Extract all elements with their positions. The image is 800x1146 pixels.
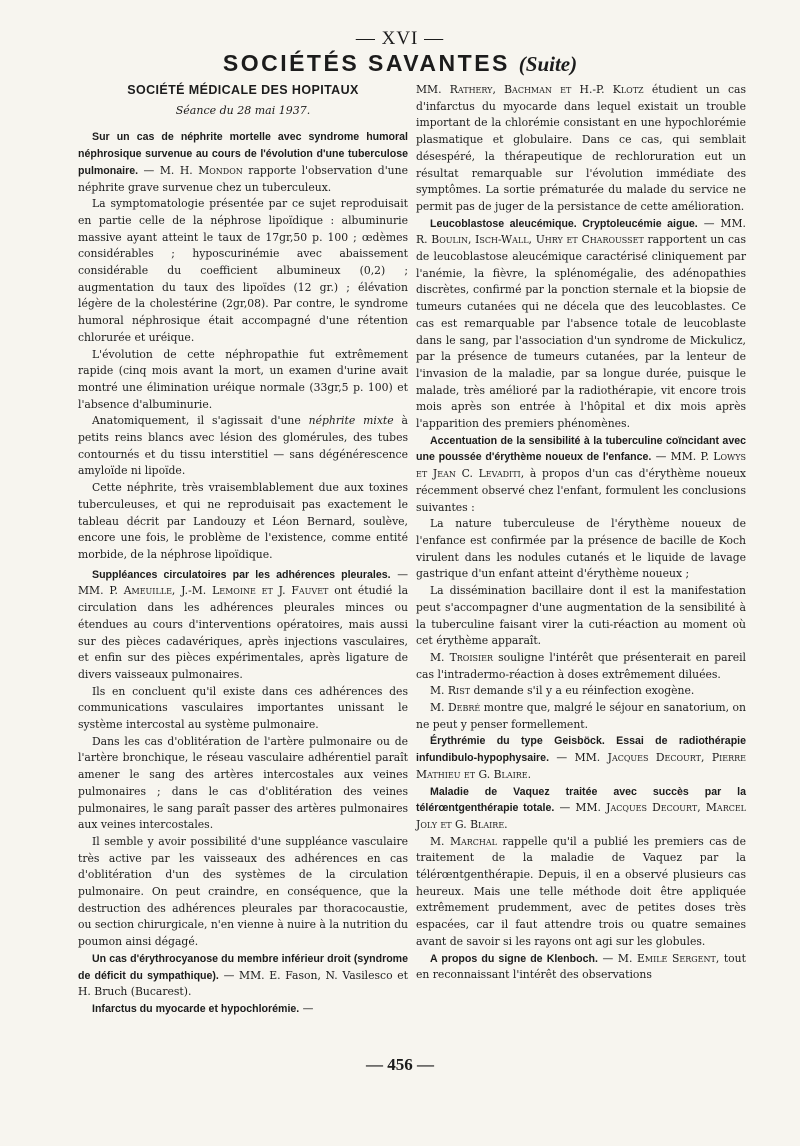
author: MM. Rathery, Bachman et H.-P. Klotz: [416, 83, 644, 96]
paragraph: M. Rist demande s'il y a eu réinfection exogène.: [430, 684, 695, 698]
title-main: SOCIÉTÉS SAVANTES: [222, 50, 510, 76]
paragraph: Anatomiquement, il s'agissait d'une néphrite mixte à petits reins blancs avec lésion des glomérules, des tubes contournés et du tissu interstitiel — sans dégénérescence amyloïde ni lipoïde.: [78, 414, 408, 478]
author: Lowys et Jean C. Levaditi: [416, 450, 746, 481]
author: Debré: [447, 701, 481, 715]
article-erythremie: Érythrémie du type Geisböck. Essai de radiothérapie infundibulo-hypophysaire. — MM. Jacques Decourt, Pierre Mathieu et G. Blaire.: [416, 735, 747, 781]
right-column: [416, 82, 746, 984]
article-title: Infarctus du myocarde et hypochlorémie.: [92, 1002, 300, 1015]
paragraph: Il semble y avoir possibilité d'une suppléance vasculaire très active par les vaisseaux des adhérences en cas d'oblitération d'un des systèmes de la circulation pulmonaire. On peut craindre, en conséquence, que la destruction des adhérences pleurales par thoracocaustie, ou section chirurgicale, n'en vienne à nuire à la nutrition du poumon ainsi dégagé.: [78, 834, 409, 949]
article-title: A propos du signe de Klenboch.: [430, 952, 598, 965]
roman-page-number: — XVI —: [355, 28, 445, 49]
society-heading: SOCIÉTÉ MÉDICALE DES HOPITAUX: [127, 83, 359, 97]
paragraph: MM. Rathery, Bachman et H.-P. Klotz étudient un cas d'infarctus du myocarde dans lequel existait un trouble important de la chlorémie consistant en une hypochlorémie plasmatique et globulaire. Dans ce cas, qui semblait désespéré, la thérapeutique de rechloruration eut un résultat remarquable sur l'évolution immédiate des symptômes. La sortie prématurée du malade du service ne permit pas de juger de la persistance de cette amélioration.: [416, 83, 746, 213]
article-title: Sur un cas de néphrite mortelle avec syndrome humoral néphrosique survenue au cours de l'évolution d'une tuberculose pulmonaire.: [78, 131, 408, 177]
paragraph: La dissémination bacillaire dont il est la manifestation peut s'accompagner d'une augmentation de la sensibilité à la tuberculine faisant virer la cuti-réaction au moment où cet érythème apparaît.: [416, 584, 746, 648]
author: Troisier: [449, 650, 494, 664]
author: Marchal: [449, 834, 497, 848]
paragraph: L'évolution de cette néphropathie fut extrêmement rapide (cinq mois avant la mort, un examen d'urine avait montré une élimination uréique normale (33gr,5 p. 100) et l'absence d'albuminurie.: [78, 347, 408, 411]
page-number: — 456 —: [366, 1055, 434, 1074]
author: Jacques Decourt, Marcel Joly et G. Blaire.: [416, 801, 746, 831]
left-column: [78, 82, 408, 1018]
article-klenboch: A propos du signe de Klenboch. — M. Emile Sergent, tout en reconnaissant l'intérêt des observations: [416, 951, 746, 982]
author: Rist: [447, 684, 471, 698]
author: Jacques Decourt, Pierre Mathieu et G. Blaire.: [416, 751, 747, 781]
article-leucoblastose: Leucoblastose aleucémique. Cryptoleucémie aigue. — MM. R. Boulin, Isch-Wall, Uhry et Charousset rapportent un cas de leucoblastose aleucémique caractérisé cliniquement par l'anémie, la fièvre, la splénomégalie, des adénopathies discrètes, confirmé par la ponction sternale et la biopsie de tumeurs cutanées qui ne décela que des leucoblastes. Ce cas est remarquable par l'absence totale de leucoblaste dans le sang, par l'association d'un syndrome de Mickulicz, par la présence de tumeurs cutanées, par la lenteur de l'invasion de la maladie, par sa longue durée, puisque le malade, très amélioré par la radiothérapie, vit encore trois mois après son entrée à l'hôpital et dix mois après l'apparition des premiers phénomènes.: [416, 216, 746, 431]
article-nephrite: Sur un cas de néphrite mortelle avec syndrome humoral néphrosique survenue au cours de l'évolution d'une tuberculose pulmonaire. — M. H. Mondon rapporte l'observation d'une néphrite grave survenue chez un tuberculeux.: [78, 131, 408, 194]
article-vaquez: Maladie de Vaquez traitée avec succès par la télérœntgenthérapie totale. — MM. Jacques Decourt, Marcel Joly et G. Blaire.: [416, 785, 746, 831]
section-title: [0, 50, 800, 77]
article-tuberculine: Accentuation de la sensibilité à la tuberculine coïncidant avec une poussée d'érythème noueux de l'enfance. — MM. P. Lowys et Jean C. Levaditi, à propos d'un cas d'érythème noueux récemment observé chez l'enfant, formulent les conclusions suivantes :: [416, 434, 746, 514]
article-title: Érythrémie du type Geisböck. Essai de radiothérapie infundibulo-hypophysaire.: [416, 735, 746, 765]
article-title: Leucoblastose aleucémique. Cryptoleucémie aigue.: [430, 217, 698, 230]
paragraph: La nature tuberculeuse de l'érythème noueux de l'enfance est confirmée par la présence de bacille de Koch virulent dans les nodules cutanés et le liquide de lavage gastrique d'un enfant atteint d'érythème noueux ;: [416, 517, 746, 581]
article-title: Suppléances circulatoires par les adhérences pleurales.: [92, 568, 391, 581]
session-date: Séance du 28 mai 1937.: [175, 103, 311, 117]
paragraph: Ils en concluent qu'il existe dans ces adhérences des communications vasculaires importantes unissant le système intercostal au système pulmonaire.: [78, 684, 408, 732]
article-title: Un cas d'érythrocyanose du membre inférieur droit (syndrome de déficit du sympathique).: [78, 952, 408, 982]
article-suppleances: Suppléances circulatoires par les adhérences pleurales. — MM. P. Ameuille, J.-M. Lemoine et J. Fauvet ont étudié la circulation dans les adhérences pleurales minces ou étendues au cours d'interventions opératoires, mais aussi sur des pièces cadavériques, après injections vasculaires, et enfin sur des pièces expérimentales, après ligature de divers vaisseaux pulmonaires.: [78, 567, 409, 681]
title-suite: (Suite): [518, 52, 578, 76]
author: R. Boulin, Isch-Wall, Uhry et Charousset: [416, 233, 644, 247]
article-infarctus: Infarctus du myocarde et hypochlorémie. —: [92, 1001, 314, 1015]
article-title: Maladie de Vaquez traitée avec succès par la télérœntgenthérapie totale.: [416, 785, 746, 815]
author: Emile Sergent: [637, 951, 716, 965]
paragraph: Dans les cas d'oblitération de l'artère pulmonaire ou de l'artère bronchique, le réseau vasculaire adhérentiel paraît amener le sang des artères intercostales aux veines pulmonaires ; dans le cas d'oblitération des veines pulmonaires, le sang paraît passer des artères pulmonaires aux veines intercostales.: [78, 734, 408, 832]
paragraph: La symptomatologie présentée par ce sujet reproduisait en partie celle de la néphrose lipoïdique : albuminurie massive ayant atteint le taux de 17gr,50 p. 100 ; œdèmes considérables ; hyposcurinémie avec abaissement considérable du coefficient albumineux (0,2) ; augmentation du taux des lipoïdes (12 gr.) ; élévation légère de la cholestérine (2gr,08). Par contre, le syndrome humoral néphrosique était accompagné d'une rétention chlorurée et uréique.: [78, 197, 408, 344]
article-title: Accentuation de la sensibilité à la tuberculine coïncidant avec une poussée d'érythème noueux de l'enfance.: [416, 434, 746, 464]
paragraph: Cette néphrite, très vraisemblablement due aux toxines tuberculeuses, et qui ne reproduisait pas exactement le tableau décrit par Landouzy et Léon Bernard, soulève, encore une fois, le problème de l'existence, comme entité morbide, de la néphrose lipoïdique.: [78, 481, 408, 561]
article-erythrocyanose: Un cas d'érythrocyanose du membre inférieur droit (syndrome de déficit du sympathique). — MM. E. Fason, N. Vasilesco et H. Bruch (Bucarest).: [78, 952, 408, 999]
author: Mondon: [198, 163, 243, 177]
paragraph: M. Troisier souligne l'intérêt que présenterait en pareil cas l'intradermo-réaction à doses extrêmement diluées.: [416, 650, 747, 681]
paragraph: M. Marchal rappelle qu'il a publié les premiers cas de traitement de la maladie de Vaquez par la télérœntgenthérapie. Depuis, il en a observé plusieurs cas heureux. Mais une telle méthode doit être appliquée extrêmement prudemment, avec de petites doses très espacées, car il faut attendre trois ou quatre semaines avant de savoir si les rayons ont agi sur les globules.: [416, 834, 746, 948]
author: Ameuille, J.-M. Lemoine et J. Fauvet: [123, 584, 329, 598]
paragraph: M. Debré montre que, malgré le séjour en sanatorium, on ne peut y penser formellement.: [416, 701, 747, 731]
